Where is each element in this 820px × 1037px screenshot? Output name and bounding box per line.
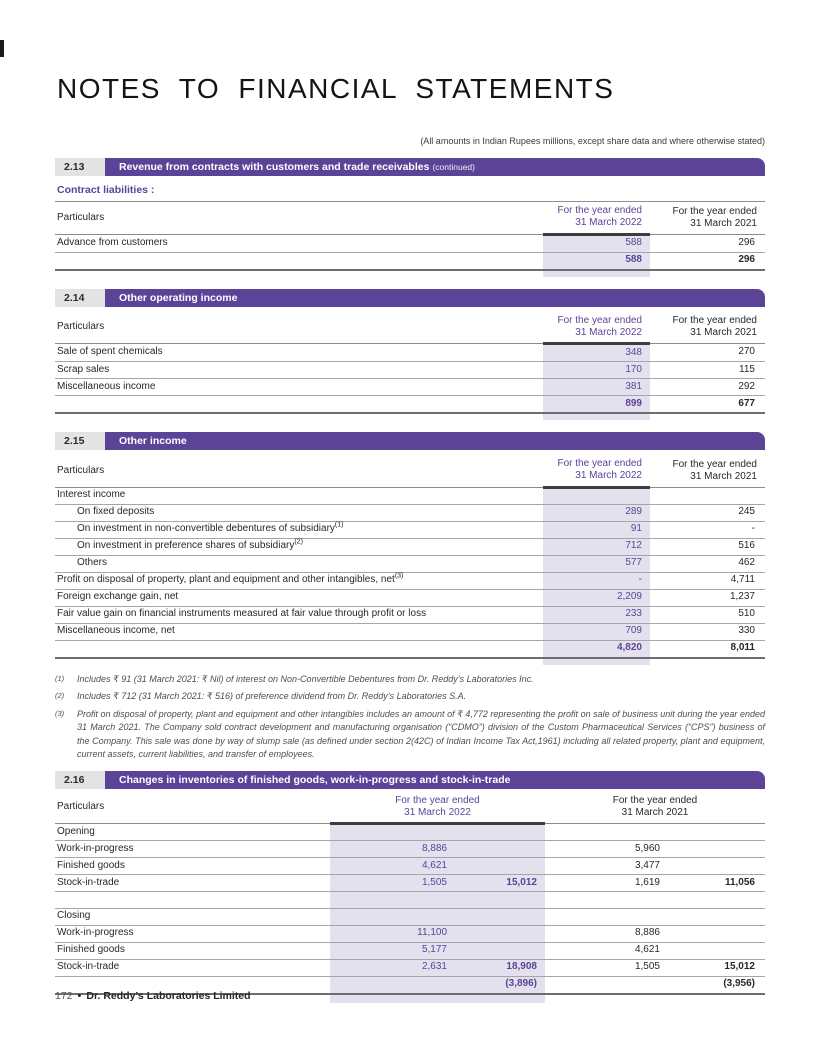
particulars-cell bbox=[55, 521, 543, 538]
particulars-cell: Work-in-progress bbox=[55, 925, 330, 942]
fy2021-value-cell: 1,237 bbox=[650, 589, 765, 606]
col-header-fy2021 bbox=[650, 202, 765, 235]
particulars-cell bbox=[55, 572, 543, 589]
row-label: On investment in preference shares of subsidiary bbox=[77, 540, 295, 551]
particulars-cell: Miscellaneous income, net bbox=[55, 623, 543, 640]
fy2021-value-cell: 1,505 bbox=[545, 959, 670, 976]
table-spacer-row bbox=[55, 413, 765, 420]
fy2022-total-cell: (3,896) bbox=[455, 976, 545, 994]
section-title: Other operating income bbox=[119, 291, 238, 304]
fy2021-value-cell: 8,886 bbox=[545, 925, 670, 942]
fy2021-total-cell: 296 bbox=[650, 252, 765, 270]
page-title: NOTES TO FINANCIAL STATEMENTS bbox=[57, 73, 615, 104]
fy2021-value-cell: - bbox=[650, 521, 765, 538]
fy2022-subtotal-cell bbox=[455, 942, 545, 959]
fy2022-value-cell bbox=[330, 824, 455, 841]
fy2021-subtotal-cell bbox=[670, 925, 765, 942]
footnote-ref: (1) bbox=[55, 673, 65, 683]
particulars-cell bbox=[55, 640, 543, 658]
contract-liabilities-heading: Contract liabilities : bbox=[57, 184, 155, 196]
table-row bbox=[55, 959, 765, 976]
col-header-fy2021 bbox=[545, 792, 765, 824]
fy2021-value-cell: 510 bbox=[650, 606, 765, 623]
page-spine-mark bbox=[0, 40, 4, 57]
section-title-bar bbox=[105, 158, 765, 176]
table-header-row bbox=[55, 792, 765, 824]
section-header-2-14 bbox=[55, 289, 765, 307]
col-header-line: For the year ended bbox=[672, 458, 757, 470]
fy2022-value-cell: 233 bbox=[543, 606, 650, 623]
fy2022-subtotal-cell bbox=[455, 925, 545, 942]
col-header-fy2022 bbox=[543, 312, 650, 344]
fy2022-subtotal-cell: 18,908 bbox=[455, 959, 545, 976]
col-header-line: For the year ended bbox=[672, 205, 757, 217]
col-header-line: For the year ended bbox=[557, 458, 642, 469]
total-row bbox=[55, 396, 765, 414]
table-row bbox=[55, 858, 765, 875]
col-header-line: 31 March 2021 bbox=[690, 217, 757, 229]
col-header-line: 31 March 2022 bbox=[575, 217, 642, 228]
col-header-line: 31 March 2022 bbox=[575, 470, 642, 481]
table-row bbox=[55, 344, 765, 362]
fy2022-value-cell: 170 bbox=[543, 362, 650, 379]
col-header-line: 31 March 2021 bbox=[690, 327, 757, 338]
table-row bbox=[55, 555, 765, 572]
col-header-fy2021 bbox=[650, 455, 765, 487]
section-continued-label: (continued) bbox=[432, 162, 475, 172]
table-header-row bbox=[55, 202, 765, 235]
table-gap-row bbox=[55, 892, 765, 909]
section-number: 2.14 bbox=[55, 289, 105, 307]
fy2022-value-cell bbox=[330, 976, 455, 994]
fy2022-total-cell: 899 bbox=[543, 396, 650, 414]
section-number: 2.16 bbox=[55, 771, 105, 789]
fy2021-value-cell: 330 bbox=[650, 623, 765, 640]
fy2022-value-cell: 2,209 bbox=[543, 589, 650, 606]
fy2021-value-cell: 462 bbox=[650, 555, 765, 572]
footnote-text: Profit on disposal of property, plant and equipment and other intangibles includes an amount of ₹ 4,772 representing the profit on sale of business unit during the year ended 31 March 2021. The Company sold contract development and manufacturing organisation (“CDMO”) division of the Custom Pharmaceutical Services (“CPS”) business of the Company. This sale was done by way of slump sale (as defined under section 2(42C) of Indian Income Tax Act,1961) including all related property, plant and equipment, current assets, current liabilities, and transfer of employees. bbox=[77, 708, 765, 759]
particulars-cell: Foreign exchange gain, net bbox=[55, 589, 543, 606]
fy2022-value-cell: 5,177 bbox=[330, 942, 455, 959]
fy2021-total-cell: 677 bbox=[650, 396, 765, 414]
particulars-cell bbox=[55, 252, 543, 270]
footnote-ref: (1) bbox=[334, 521, 344, 529]
fy2022-value-cell bbox=[330, 908, 455, 925]
fy2021-value-cell: 292 bbox=[650, 379, 765, 396]
particulars-cell bbox=[55, 396, 543, 414]
table-row bbox=[55, 521, 765, 538]
fy2021-value-cell: 516 bbox=[650, 538, 765, 555]
col-header-line: For the year ended bbox=[395, 794, 480, 806]
footnote-1 bbox=[55, 673, 765, 687]
other-operating-income-table bbox=[55, 312, 765, 421]
table-row bbox=[55, 606, 765, 623]
particulars-cell: Scrap sales bbox=[55, 362, 543, 379]
table-spacer-row bbox=[55, 270, 765, 277]
amounts-note: (All amounts in Indian Rupees millions, except share data and where otherwise stated) bbox=[420, 136, 765, 146]
col-header-line: For the year ended bbox=[672, 315, 757, 326]
fy2022-total-cell: 4,820 bbox=[543, 640, 650, 658]
fy2022-value-cell: 11,100 bbox=[330, 925, 455, 942]
fy2021-value-cell: 115 bbox=[650, 362, 765, 379]
particulars-cell: Miscellaneous income bbox=[55, 379, 543, 396]
footnote-ref: (2) bbox=[55, 691, 65, 700]
col-header-fy2022 bbox=[543, 202, 650, 235]
particulars-cell: Fair value gain on financial instruments measured at fair value through profit or loss bbox=[55, 606, 543, 623]
group-row bbox=[55, 908, 765, 925]
fy2022-value-cell: 1,505 bbox=[330, 875, 455, 892]
col-header-line: For the year ended bbox=[612, 795, 698, 806]
group-row bbox=[55, 487, 765, 504]
fy2021-subtotal-cell bbox=[670, 942, 765, 959]
fy2022-value-cell: 577 bbox=[543, 555, 650, 572]
fy2021-value-cell bbox=[650, 487, 765, 504]
particulars-cell bbox=[55, 538, 543, 555]
col-header-line: 31 March 2021 bbox=[621, 807, 689, 818]
section-title: Changes in inventories of finished goods, work-in-progress and stock-in-trade bbox=[119, 773, 511, 786]
fy2022-value-cell: 4,621 bbox=[330, 858, 455, 875]
footnote-text: Includes ₹ 91 (31 March 2021: ₹ Nil) of interest on Non-Convertible Debentures from Dr. Reddy’s Laboratories Inc. bbox=[77, 673, 534, 684]
fy2022-value-cell: 289 bbox=[543, 504, 650, 521]
particulars-cell: Closing bbox=[55, 908, 330, 925]
fy2021-value-cell: 245 bbox=[650, 504, 765, 521]
fy2022-value-cell: 8,886 bbox=[330, 841, 455, 858]
fy2021-value-cell: 3,477 bbox=[545, 858, 670, 875]
fy2021-value-cell bbox=[545, 976, 670, 994]
col-header-line: 31 March 2021 bbox=[690, 470, 757, 482]
fy2022-value-cell: 712 bbox=[543, 538, 650, 555]
table-row bbox=[55, 538, 765, 555]
total-row bbox=[55, 252, 765, 270]
particulars-cell: Opening bbox=[55, 824, 330, 841]
fy2022-total-cell: 588 bbox=[543, 252, 650, 270]
table-row bbox=[55, 362, 765, 379]
particulars-cell: Stock-in-trade bbox=[55, 875, 330, 892]
inventories-changes-table bbox=[55, 792, 765, 1003]
table-row bbox=[55, 589, 765, 606]
row-label: Profit on disposal of property, plant and equipment and other intangibles, net bbox=[57, 574, 395, 585]
table-row bbox=[55, 234, 765, 252]
col-header-fy2022 bbox=[543, 455, 650, 487]
fy2022-subtotal-cell bbox=[455, 841, 545, 858]
section-title-bar bbox=[105, 771, 765, 789]
footnote-2 bbox=[55, 690, 765, 704]
fy2021-value-cell: 296 bbox=[650, 234, 765, 252]
particulars-cell: Advance from customers bbox=[55, 234, 543, 252]
section-title: Revenue from contracts with customers and trade receivables bbox=[119, 161, 430, 173]
total-row bbox=[55, 640, 765, 658]
fy2021-subtotal-cell: 11,056 bbox=[670, 875, 765, 892]
fy2021-value-cell: 4,621 bbox=[545, 942, 670, 959]
fy2021-value-cell: 5,960 bbox=[545, 841, 670, 858]
col-header-line: 31 March 2022 bbox=[575, 326, 642, 338]
particulars-cell: Work-in-progress bbox=[55, 841, 330, 858]
table-header-row bbox=[55, 312, 765, 344]
page-footer bbox=[55, 990, 251, 1002]
fy2021-subtotal-cell bbox=[670, 908, 765, 925]
table-row bbox=[55, 942, 765, 959]
footnote-ref: (2) bbox=[294, 538, 303, 546]
row-label: On investment in non-convertible debentures of subsidiary bbox=[77, 523, 335, 534]
section-header-2-15 bbox=[55, 432, 765, 450]
fy2022-value-cell: 381 bbox=[543, 379, 650, 396]
fy2022-value-cell: 348 bbox=[543, 344, 650, 362]
table-spacer-row bbox=[55, 658, 765, 665]
fy2021-value-cell bbox=[545, 824, 670, 841]
footnote-ref: (3) bbox=[394, 572, 404, 580]
fy2021-subtotal-cell: 15,012 bbox=[670, 959, 765, 976]
document-page bbox=[55, 0, 765, 1003]
fy2021-value-cell: 1,619 bbox=[545, 875, 670, 892]
page-number: 172 bbox=[55, 990, 73, 1002]
col-header-fy2022 bbox=[330, 792, 545, 824]
group-row bbox=[55, 824, 765, 841]
col-header-line: 31 March 2022 bbox=[404, 806, 471, 818]
fy2021-value-cell: 4,711 bbox=[650, 572, 765, 589]
footnote-3 bbox=[55, 708, 765, 762]
fy2022-value-cell: 709 bbox=[543, 623, 650, 640]
table-row bbox=[55, 379, 765, 396]
fy2021-total-cell: 8,011 bbox=[650, 640, 765, 658]
section-title-bar bbox=[105, 289, 765, 307]
footnote-text: Includes ₹ 712 (31 March 2021: ₹ 516) of preference dividend from Dr. Reddy’s Laboratories S.A. bbox=[77, 691, 467, 701]
col-header-particulars: Particulars bbox=[55, 312, 543, 344]
col-header-line: For the year ended bbox=[557, 205, 642, 216]
table-row bbox=[55, 925, 765, 942]
other-income-table bbox=[55, 455, 765, 665]
col-header-fy2021 bbox=[650, 312, 765, 344]
table-row bbox=[55, 572, 765, 589]
fy2021-value-cell: 270 bbox=[650, 344, 765, 362]
fy2021-total-cell: (3,956) bbox=[670, 976, 765, 994]
fy2022-subtotal-cell bbox=[455, 908, 545, 925]
section-number: 2.15 bbox=[55, 432, 105, 450]
contract-liabilities-table bbox=[55, 201, 765, 277]
section-header-2-13 bbox=[55, 158, 765, 176]
section-title: Other income bbox=[119, 435, 187, 447]
fy2022-value-cell: 2,631 bbox=[330, 959, 455, 976]
col-header-particulars: Particulars bbox=[55, 202, 543, 235]
fy2021-subtotal-cell bbox=[670, 858, 765, 875]
fy2021-value-cell bbox=[545, 908, 670, 925]
fy2021-subtotal-cell bbox=[670, 824, 765, 841]
particulars-cell: Finished goods bbox=[55, 858, 330, 875]
col-header-particulars: Particulars bbox=[55, 455, 543, 487]
table-row bbox=[55, 623, 765, 640]
particulars-cell: Stock-in-trade bbox=[55, 959, 330, 976]
col-header-line: For the year ended bbox=[557, 314, 642, 326]
table-header-row bbox=[55, 455, 765, 487]
fy2022-subtotal-cell: 15,012 bbox=[455, 875, 545, 892]
fy2022-value-cell: 588 bbox=[543, 234, 650, 252]
fy2022-subtotal-cell bbox=[455, 824, 545, 841]
fy2022-value-cell bbox=[543, 487, 650, 504]
footer-bullet-icon: • bbox=[77, 990, 82, 1002]
company-name: Dr. Reddy’s Laboratories Limited bbox=[86, 990, 251, 1002]
table-row bbox=[55, 841, 765, 858]
table-row bbox=[55, 875, 765, 892]
particulars-cell: Interest income bbox=[55, 487, 543, 504]
particulars-cell: Others bbox=[55, 555, 543, 572]
fy2022-subtotal-cell bbox=[455, 858, 545, 875]
col-header-particulars: Particulars bbox=[55, 792, 330, 824]
section-number: 2.13 bbox=[55, 158, 105, 176]
particulars-cell: Sale of spent chemicals bbox=[55, 344, 543, 362]
fy2022-value-cell: 91 bbox=[543, 521, 650, 538]
section-header-2-16 bbox=[55, 771, 765, 789]
footnote-ref: (3) bbox=[55, 708, 65, 718]
particulars-cell: On fixed deposits bbox=[55, 504, 543, 521]
particulars-cell: Finished goods bbox=[55, 942, 330, 959]
fy2021-subtotal-cell bbox=[670, 841, 765, 858]
section-title-bar bbox=[105, 432, 765, 450]
table-row bbox=[55, 504, 765, 521]
footnotes bbox=[55, 673, 765, 762]
fy2022-value-cell: - bbox=[543, 572, 650, 589]
